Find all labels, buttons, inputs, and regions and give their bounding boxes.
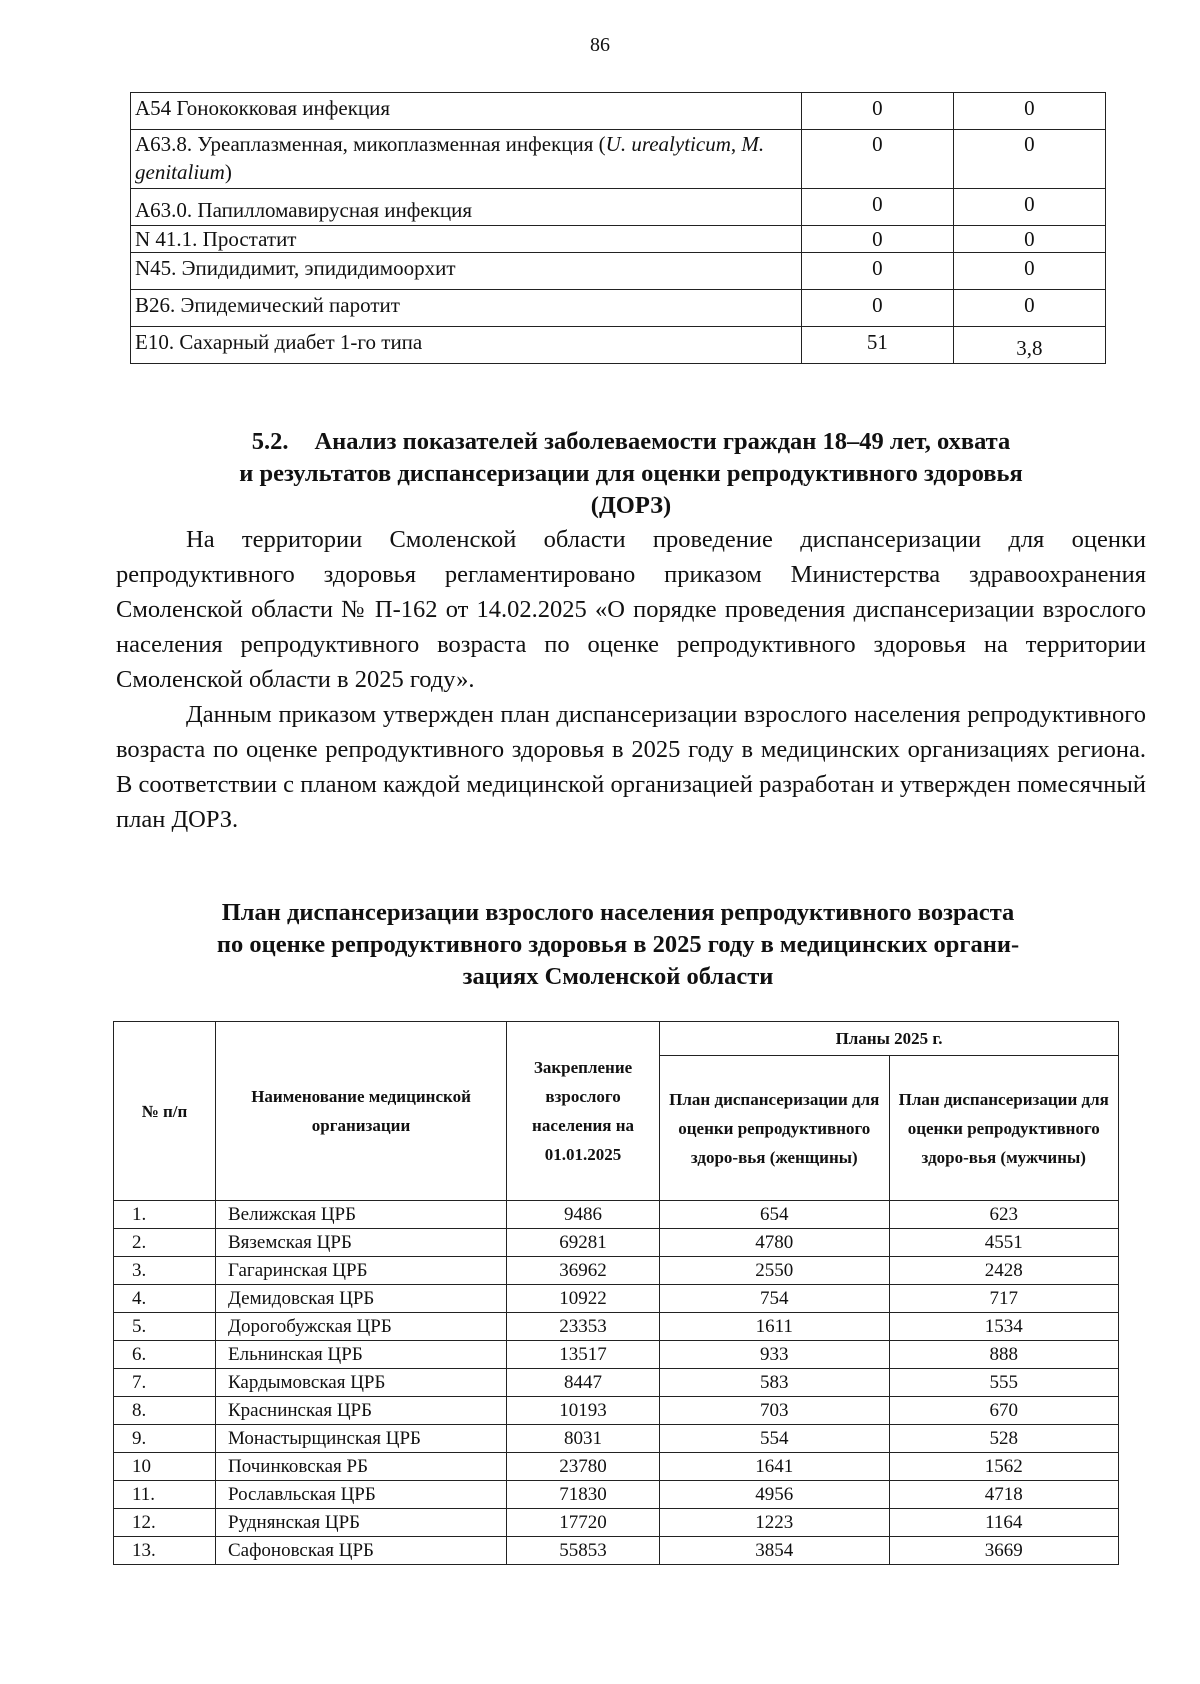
org-name: Краснинская ЦРБ <box>215 1397 506 1425</box>
row-number: 9. <box>114 1425 216 1453</box>
table-row <box>114 1509 1119 1537</box>
table-row <box>114 1313 1119 1341</box>
disease-name: N 41.1. Простатит <box>131 226 802 253</box>
table-row <box>114 1425 1119 1453</box>
plan-women: 1223 <box>660 1509 889 1537</box>
table-row <box>131 327 1106 364</box>
org-name: Демидовская ЦРБ <box>215 1285 506 1313</box>
org-name: Дорогобужская ЦРБ <box>215 1313 506 1341</box>
table-row <box>114 1341 1119 1369</box>
org-name: Рославльская ЦРБ <box>215 1481 506 1509</box>
plan-women: 583 <box>660 1369 889 1397</box>
table-row <box>131 130 1106 189</box>
row-number: 1. <box>114 1201 216 1229</box>
plan-women: 4780 <box>660 1229 889 1257</box>
org-name: Гагаринская ЦРБ <box>215 1257 506 1285</box>
table-row <box>114 1369 1119 1397</box>
plan-women: 1641 <box>660 1453 889 1481</box>
row-number: 7. <box>114 1369 216 1397</box>
plan-men: 555 <box>889 1369 1119 1397</box>
plan-title-line: зациях Смоленской области <box>462 963 774 990</box>
section-5-2 <box>116 426 1146 837</box>
table-row <box>114 1201 1119 1229</box>
section-title-line: Анализ показателей заболеваемости граждан 18–49 лет, охвата <box>314 428 1011 455</box>
value-cell: 0 <box>953 226 1105 253</box>
row-number: 6. <box>114 1341 216 1369</box>
plan-table <box>113 1021 1119 1565</box>
table-row <box>114 1481 1119 1509</box>
plan-men: 4718 <box>889 1481 1119 1509</box>
attached-population: 9486 <box>507 1201 660 1229</box>
plan-men: 623 <box>889 1201 1119 1229</box>
disease-name-italic: M. genitalium <box>135 132 765 184</box>
org-name: Кардымовская ЦРБ <box>215 1369 506 1397</box>
value-cell: 0 <box>801 226 953 253</box>
value-cell: 0 <box>801 290 953 327</box>
attached-population: 36962 <box>507 1257 660 1285</box>
plan-men: 4551 <box>889 1229 1119 1257</box>
section-title-line: и результатов диспансеризации для оценки репродуктивного здоровья <box>239 460 1023 487</box>
disease-name: А54 Гонококковая инфекция <box>131 93 802 130</box>
plan-women: 3854 <box>660 1537 889 1565</box>
disease-table <box>130 92 1106 364</box>
row-number: 3. <box>114 1257 216 1285</box>
org-name: Монастырщинская ЦРБ <box>215 1425 506 1453</box>
page-number: 86 <box>590 34 610 56</box>
value-cell: 3,8 <box>953 327 1105 364</box>
table-row <box>131 189 1106 226</box>
org-name: Велижская ЦРБ <box>215 1201 506 1229</box>
plan-men: 1562 <box>889 1453 1119 1481</box>
value-cell: 0 <box>953 189 1105 226</box>
plan-men: 2428 <box>889 1257 1119 1285</box>
table-row <box>114 1397 1119 1425</box>
row-number: 2. <box>114 1229 216 1257</box>
row-number: 11. <box>114 1481 216 1509</box>
plan-table-body <box>114 1201 1119 1565</box>
section-number: 5.2. <box>251 428 289 455</box>
section-heading <box>116 426 1146 522</box>
paragraph: Данным приказом утвержден план диспансеризации взрослого населения репродуктивного возраста по оценке репродуктивного здоровья в 2025 году в медицинских организациях региона. В соответствии с планом каждой медицинской организацией разработан и утвержден помесячный план ДОРЗ. <box>116 701 1146 833</box>
attached-population: 8447 <box>507 1369 660 1397</box>
plan-men: 888 <box>889 1341 1119 1369</box>
value-cell: 0 <box>953 253 1105 290</box>
table-row <box>131 290 1106 327</box>
header-men: План диспансеризации для оценки репродуктивного здоро-вья (мужчины) <box>889 1056 1119 1201</box>
plan-women: 933 <box>660 1341 889 1369</box>
value-cell: 51 <box>801 327 953 364</box>
org-name: Вяземская ЦРБ <box>215 1229 506 1257</box>
org-name: Починковская РБ <box>215 1453 506 1481</box>
table-row <box>131 93 1106 130</box>
plan-women: 654 <box>660 1201 889 1229</box>
plan-women: 4956 <box>660 1481 889 1509</box>
section-title-line: (ДОРЗ) <box>590 492 672 519</box>
table-row <box>114 1229 1119 1257</box>
plan-men: 670 <box>889 1397 1119 1425</box>
disease-name <box>131 130 802 189</box>
attached-population: 13517 <box>507 1341 660 1369</box>
attached-population: 55853 <box>507 1537 660 1565</box>
plan-women: 554 <box>660 1425 889 1453</box>
disease-name: Е10. Сахарный диабет 1-го типа <box>131 327 802 364</box>
disease-name: В26. Эпидемический паротит <box>131 290 802 327</box>
value-cell: 0 <box>801 253 953 290</box>
header-org: Наименование медицинской организации <box>215 1022 506 1201</box>
plan-men: 528 <box>889 1425 1119 1453</box>
attached-population: 8031 <box>507 1425 660 1453</box>
value-cell: 0 <box>801 130 953 189</box>
header-num: № п/п <box>114 1022 216 1201</box>
disease-name: N45. Эпидидимит, эпидидимоорхит <box>131 253 802 290</box>
plan-men: 1534 <box>889 1313 1119 1341</box>
org-name: Руднянская ЦРБ <box>215 1509 506 1537</box>
row-number: 8. <box>114 1397 216 1425</box>
table-row <box>131 226 1106 253</box>
disease-name-part: А63.8. Уреаплазменная, микоплазменная инфекция ( <box>135 132 606 156</box>
disease-name-part: , <box>730 132 742 156</box>
value-cell: 0 <box>953 130 1105 189</box>
table-row <box>114 1285 1119 1313</box>
header-plans: Планы 2025 г. <box>660 1022 1119 1056</box>
row-number: 5. <box>114 1313 216 1341</box>
value-cell: 0 <box>801 189 953 226</box>
plan-women: 703 <box>660 1397 889 1425</box>
plan-table-title <box>130 897 1106 993</box>
value-cell: 0 <box>953 93 1105 130</box>
disease-name-italic: U. urealyticum <box>605 132 731 156</box>
plan-women: 754 <box>660 1285 889 1313</box>
table-row <box>114 1257 1119 1285</box>
attached-population: 17720 <box>507 1509 660 1537</box>
attached-population: 10193 <box>507 1397 660 1425</box>
row-number: 4. <box>114 1285 216 1313</box>
row-number: 13. <box>114 1537 216 1565</box>
row-number: 10 <box>114 1453 216 1481</box>
plan-men: 3669 <box>889 1537 1119 1565</box>
org-name: Сафоновская ЦРБ <box>215 1537 506 1565</box>
header-women: План диспансеризации для оценки репродуктивного здоро-вья (женщины) <box>660 1056 889 1201</box>
value-cell: 0 <box>953 290 1105 327</box>
attached-population: 71830 <box>507 1481 660 1509</box>
attached-population: 69281 <box>507 1229 660 1257</box>
table-row <box>114 1537 1119 1565</box>
plan-title-line: по оценке репродуктивного здоровья в 2025 году в медицинских органи- <box>216 931 1020 958</box>
attached-population: 10922 <box>507 1285 660 1313</box>
paragraph: На территории Смоленской области проведение диспансеризации для оценки репродуктивного здоровья регламентировано приказом Министерства здравоохранения Смоленской области № П-162 от 14.02.2025 «О порядке проведения диспансеризации взрослого населения репродуктивного возраста по оценке репродуктивного здоровья на территории Смоленской области в 2025 году». <box>116 526 1146 693</box>
row-number: 12. <box>114 1509 216 1537</box>
header-attached: Закрепление взрослого населения на 01.01.2025 <box>507 1022 660 1201</box>
plan-women: 2550 <box>660 1257 889 1285</box>
attached-population: 23353 <box>507 1313 660 1341</box>
org-name: Ельнинская ЦРБ <box>215 1341 506 1369</box>
disease-name-part: ) <box>224 160 232 184</box>
table-row <box>131 253 1106 290</box>
plan-men: 1164 <box>889 1509 1119 1537</box>
table-row <box>114 1453 1119 1481</box>
plan-women: 1611 <box>660 1313 889 1341</box>
plan-title-line: План диспансеризации взрослого населения репродуктивного возраста <box>221 899 1015 926</box>
plan-men: 717 <box>889 1285 1119 1313</box>
value-cell: 0 <box>801 93 953 130</box>
attached-population: 23780 <box>507 1453 660 1481</box>
disease-name: А63.0. Папилломавирусная инфекция <box>131 189 802 226</box>
